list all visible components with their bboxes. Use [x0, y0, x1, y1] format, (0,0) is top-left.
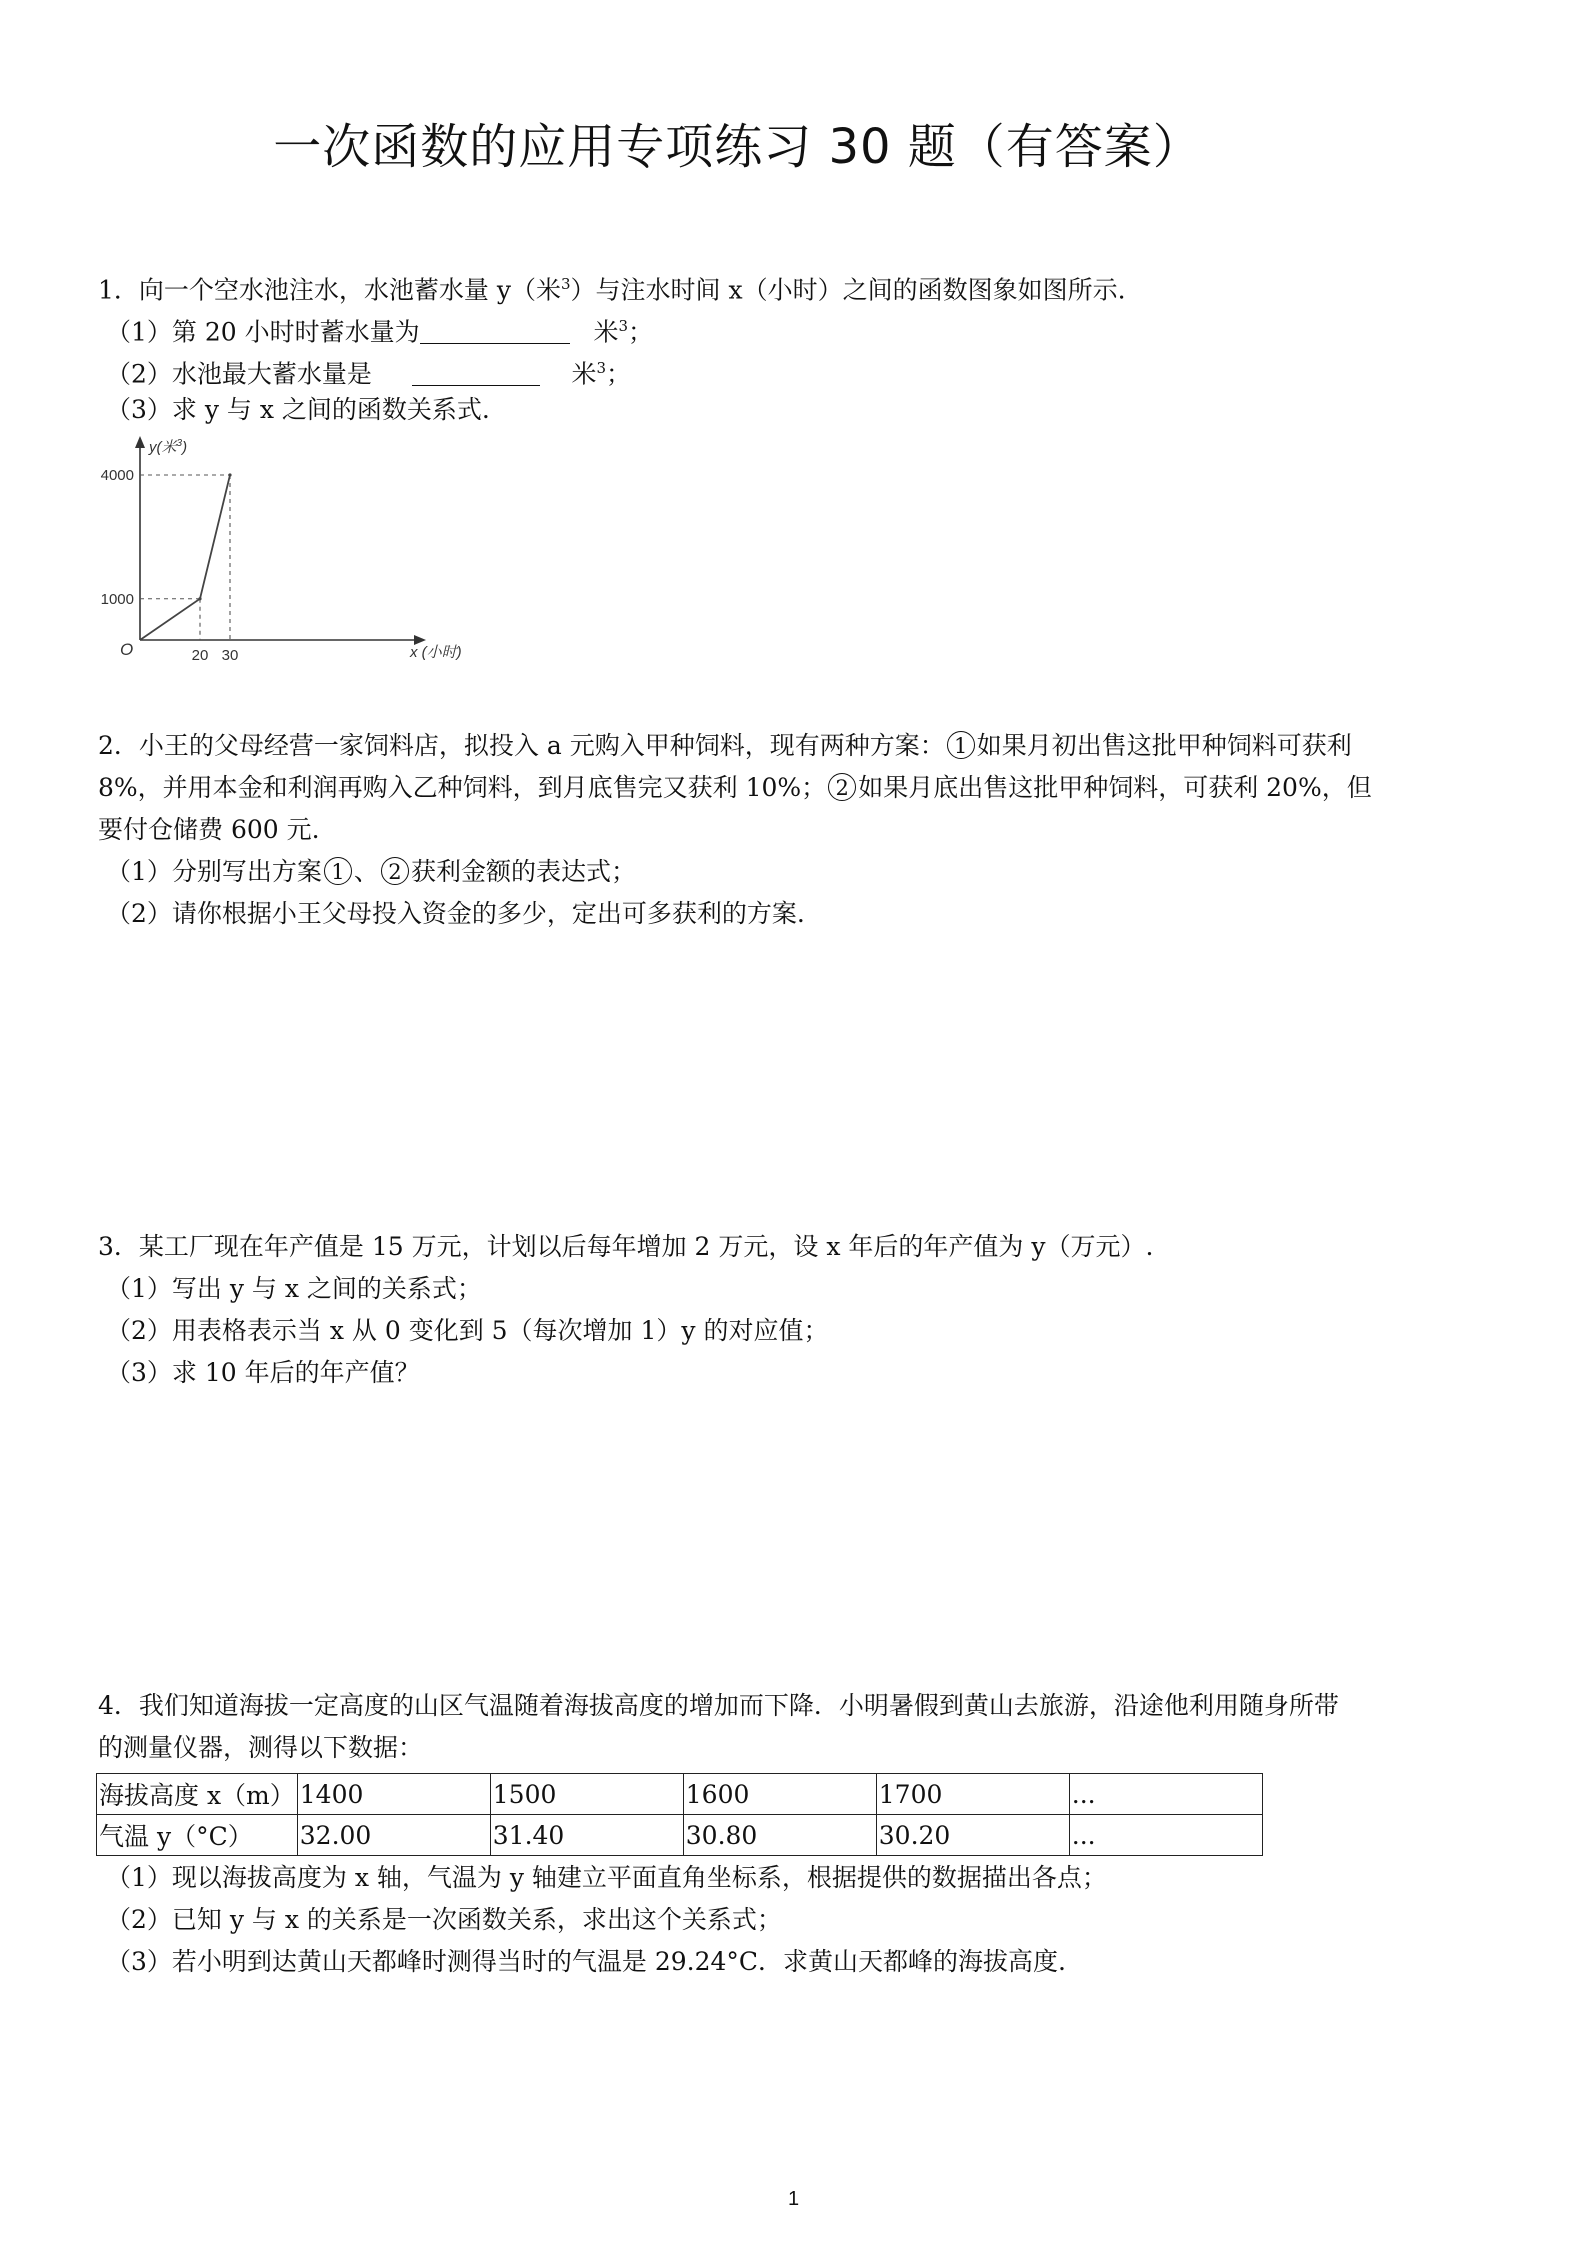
- circled-2-icon: 2: [828, 773, 856, 801]
- q2-l2-text: 8%，并用本金和利润再购入乙种饲料，到月底售完又获利 10%；: [98, 773, 827, 802]
- table-cell: 1500: [490, 1774, 683, 1815]
- q4-stem-line2: 的测量仪器，测得以下数据：: [98, 1733, 424, 1762]
- q4-stem-line1: 4．我们知道海拔一定高度的山区气温随着海拔高度的增加而下降．小明暑假到黄山去旅游，沿途他利用随身所带: [98, 1691, 1339, 1720]
- series-line: [140, 475, 230, 640]
- q2-stem-line1: [98, 728, 1352, 764]
- table-cell: 32.00: [297, 1815, 490, 1856]
- table-cell: 1600: [683, 1774, 876, 1815]
- q1-p1-blank: [420, 317, 570, 344]
- page-title: 一次函数的应用专项练习 30 题（有答案）: [273, 119, 1202, 175]
- q2-l1-text-b: 如果月初出售这批甲种饲料可获利: [976, 731, 1352, 760]
- circled-1-icon: 1: [324, 857, 352, 885]
- q4-part3: （3）若小明到达黄山天都峰时测得当时的气温是 29.24°C．求黄山天都峰的海拔高度.: [106, 1947, 1067, 1976]
- q1-p2-unit: 米: [571, 359, 597, 389]
- table-cell: 31.40: [490, 1815, 683, 1856]
- q2-stem-line2: [98, 770, 1372, 806]
- table-cell: ...: [1069, 1774, 1262, 1815]
- q2-p1-sep: 、: [353, 857, 379, 886]
- q4-part2: （2）已知 y 与 x 的关系是一次函数关系，求出这个关系式；: [106, 1905, 782, 1934]
- table-row: [97, 1774, 1263, 1815]
- q1-part2: [106, 350, 631, 392]
- q2-stem-line3: 要付仓储费 600 元.: [98, 815, 320, 844]
- q2-p1-text: （1）分别写出方案: [106, 857, 322, 886]
- q3-part2: （2）用表格表示当 x 从 0 变化到 5（每次增加 1）y 的对应值；: [106, 1316, 829, 1345]
- x-tick-label-30: 30: [221, 647, 239, 664]
- circled-2-icon: 2: [381, 857, 409, 885]
- y-axis-label-text: y(米: [149, 439, 177, 456]
- table-cell: 气温 y（°C）: [97, 1815, 298, 1856]
- q2-p1-text-b: 获利金额的表达式；: [410, 857, 636, 886]
- table-cell: ...: [1069, 1815, 1262, 1856]
- table-cell: 30.20: [876, 1815, 1069, 1856]
- table-cell: 30.80: [683, 1815, 876, 1856]
- q4-part1: （1）现以海拔高度为 x 轴，气温为 y 轴建立平面直角坐标系，根据提供的数据描出各点；: [106, 1863, 1107, 1892]
- table-row: [97, 1815, 1263, 1856]
- circled-1-icon: 1: [947, 731, 975, 759]
- dashed-guide-lines: [140, 473, 232, 640]
- altitude-temperature-table: [96, 1773, 1263, 1856]
- q1-p2-text: （2）水池最大蓄水量是: [106, 359, 372, 389]
- q1-p1-unit: 米: [593, 317, 619, 347]
- y-axis-label: [148, 438, 187, 456]
- page-number: 1: [787, 2188, 800, 2210]
- q2-l2-text-b: 如果月底出售这批甲种饲料，可获利 20%，但: [858, 773, 1372, 802]
- y-axis-label-sup: 3: [176, 438, 183, 449]
- x-tick-label-20: 20: [191, 647, 209, 664]
- y-axis-label-end: ): [182, 439, 188, 456]
- q1-p1-sup: 3: [618, 317, 629, 335]
- q1-function-graph: [92, 428, 492, 678]
- table-cell: 1400: [297, 1774, 490, 1815]
- q1-p2-sup: 3: [596, 359, 607, 377]
- q1-stem-text: 1．向一个空水池注水，水池蓄水量 y（米: [98, 275, 561, 305]
- q1-stem-end: ）与注水时间 x（小时）之间的函数图象如图所示.: [570, 275, 1126, 305]
- x-axis-label: x (小时): [410, 644, 462, 661]
- q1-p2-blank: [412, 359, 540, 386]
- q1-p1-end: ；: [628, 317, 654, 347]
- q1-stem-sup: 3: [560, 275, 571, 293]
- table-cell: 1700: [876, 1774, 1069, 1815]
- y-axis-arrow-icon: [135, 436, 145, 448]
- q1-stem: [98, 266, 1126, 308]
- table-cell: 海拔高度 x（m）: [97, 1774, 298, 1815]
- q1-part3: （3）求 y 与 x 之间的函数关系式.: [106, 395, 490, 424]
- q3-part3: （3）求 10 年后的年产值？: [106, 1358, 420, 1387]
- q1-p2-end: ；: [606, 359, 632, 389]
- q2-l1-text: 2．小王的父母经营一家饲料店，拟投入 a 元购入甲种饲料，现有两种方案：: [98, 731, 945, 760]
- y-tick-label-4000: 4000: [100, 467, 134, 484]
- q2-part2: （2）请你根据小王父母投入资金的多少，定出可多获利的方案.: [106, 899, 805, 928]
- y-tick-label-1000: 1000: [100, 590, 134, 608]
- q1-part1: [106, 308, 653, 350]
- origin-label: O: [120, 640, 134, 659]
- q3-part1: （1）写出 y 与 x 之间的关系式；: [106, 1274, 482, 1303]
- q2-part1: [106, 854, 636, 890]
- q1-p1-text: （1）第 20 小时时蓄水量为: [106, 317, 420, 347]
- q3-stem: 3．某工厂现在年产值是 15 万元，计划以后每年增加 2 万元，设 x 年后的年产值为 y（万元）.: [98, 1232, 1154, 1261]
